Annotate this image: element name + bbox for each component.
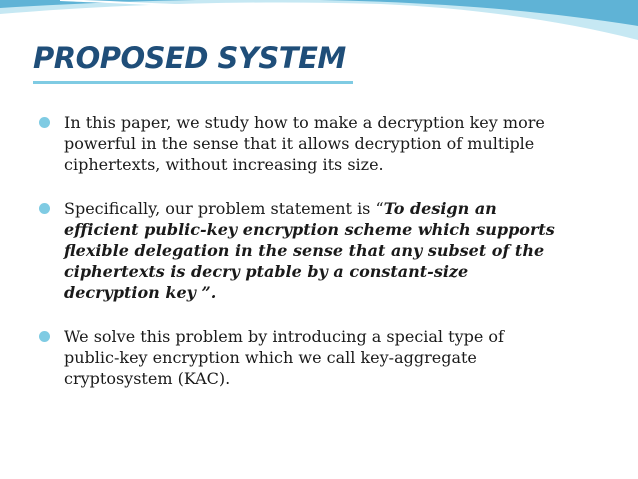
slide-title: PROPOSED SYSTEM: [33, 41, 346, 75]
bullet-text: In this paper, we study how to make a decryption key more powerful in the sense that it allows decryption of multiple ciphertexts, without increasing its size.: [64, 113, 545, 174]
title-underline: [33, 81, 353, 84]
problem-statement-emphasis: To design an efficient public-key encryption scheme which supports flexible delegation in the sense that any subset of the ciphertexts is decry ptable by a constant-size decryption key ”.: [64, 199, 555, 302]
bullet-list: [38, 112, 558, 389]
bullet-dot-icon: [39, 203, 50, 214]
bullet-text-prefix: Specifically, our problem statement is “: [64, 199, 384, 218]
bullet-item: [38, 326, 558, 389]
bullet-item: [38, 112, 558, 175]
bullet-text: [64, 198, 558, 303]
bullet-dot-icon: [39, 331, 50, 342]
bullet-item: [38, 198, 558, 303]
bullet-dot-icon: [39, 117, 50, 128]
bullet-text: We solve this problem by introducing a special type of public-key encryption which we call key-aggregate cryptosystem (KAC).: [64, 327, 504, 388]
